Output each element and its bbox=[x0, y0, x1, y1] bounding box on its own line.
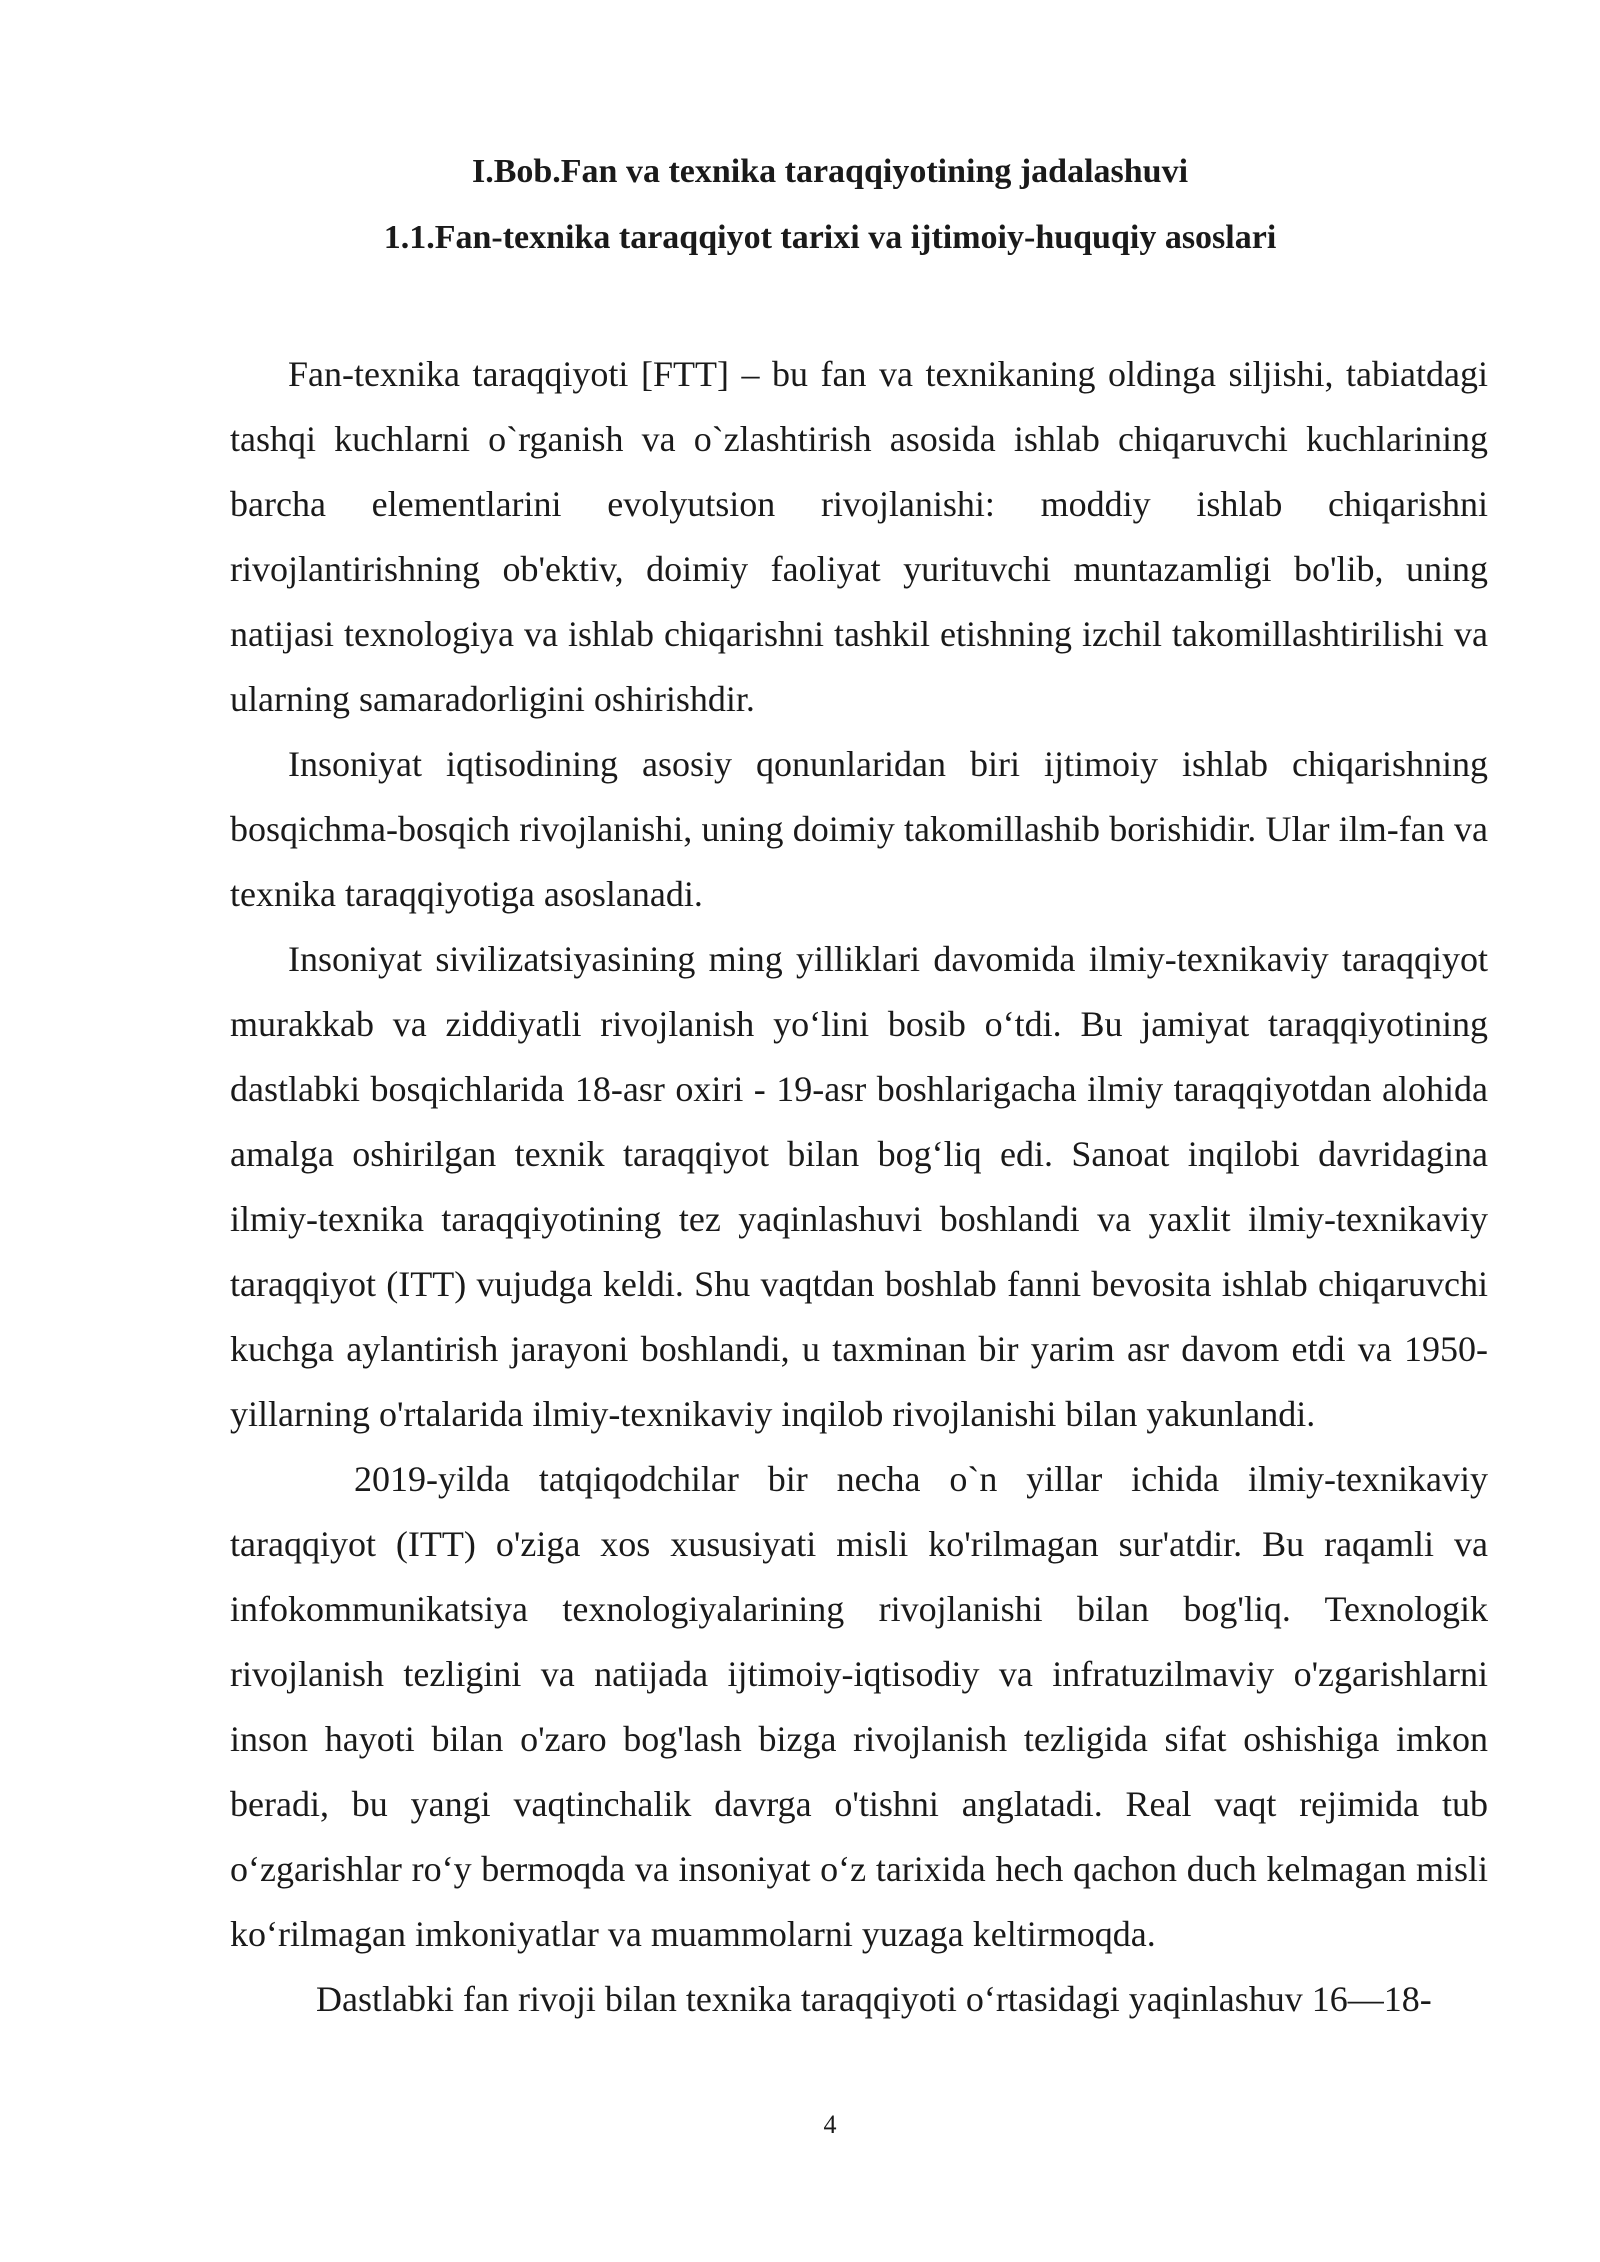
section-title: 1.1.Fan-texnika taraqqiyot tarixi va ijtimoiy-huquqiy asoslari bbox=[383, 219, 1277, 256]
paragraph-economy-laws: Insoniyat iqtisodining asosiy qonunlaridan biri ijtimoiy ishlab chiqarishning bosqichma-bosqich rivojlanishi, uning doimiy takomillashib borishidir. Ular ilm-fan va texnika taraqqiyotiga asoslanadi. bbox=[230, 744, 1488, 914]
page-number: 4 bbox=[823, 2110, 837, 2139]
paragraph-2019-research: 2019-yilda tatqiqodchilar bir necha o`n yillar ichida ilmiy-texnikaviy taraqqiyot (ITT) o'ziga xos xususiyati misli ko'rilmagan sur'atdir. Bu raqamli va infokommunikatsiya texnologiyalarining rivojlanishi bilan bog'liq. Texnologik rivojlanish tezligini va natijada ijtimoiy-iqtisodiy va infratuzilmaviy o'zgarishlarni inson hayoti bilan o'zaro bog'lash bizga rivojlanish tezligida sifat oshishiga imkon beradi, bu yangi vaqtinchalik davrga o'tishni anglatadi. Real vaqt rejimida tub o‘zgarishlar ro‘y bermoqda va insoniyat o‘z tarixida hech qachon duch kelmagan misli ko‘rilmagan imkoniyatlar va muammolarni yuzaga keltirmoqda. bbox=[230, 1459, 1488, 1954]
body-text bbox=[230, 342, 1488, 2032]
paragraph-civilization-history: Insoniyat sivilizatsiyasining ming yilliklari davomida ilmiy-texnikaviy taraqqiyot murakkab va ziddiyatli rivojlanish yo‘lini bosib o‘tdi. Bu jamiyat taraqqiyotining dastlabki bosqichlarida 18-asr oxiri - 19-asr boshlarigacha ilmiy taraqqiyotdan alohida amalga oshirilgan texnik taraqqiyot bilan bog‘liq edi. Sanoat inqilobi davridagina ilmiy-texnika taraqqiyotining tez yaqinlashuvi boshlandi va yaxlit ilmiy-texnikaviy taraqqiyot (ITT) vujudga keldi. Shu vaqtdan boshlab fanni bevosita ishlab chiqaruvchi kuchga aylantirish jarayoni boshlandi, u taxminan bir yarim asr davom etdi va 1950-yillarning o'rtalarida ilmiy-texnikaviy inqilob rivojlanishi bilan yakunlandi. bbox=[230, 939, 1488, 1434]
chapter-title: I.Bob.Fan va texnika taraqqiyotining jadalashuvi bbox=[471, 153, 1189, 190]
paragraph-early-science: Dastlabki fan rivoji bilan texnika taraqqiyoti o‘rtasidagi yaqinlashuv 16—18- bbox=[316, 1979, 1432, 2019]
paragraph-ftt-definition: Fan-texnika taraqqiyoti [FTT] – bu fan va texnikaning oldinga siljishi, tabiatdagi tashqi kuchlarni o`rganish va o`zlashtirish asosida ishlab chiqaruvchi kuchlarining barcha elementlarini evolyutsion rivojlanishi: moddiy ishlab chiqarishni rivojlantirishning ob'ektiv, doimiy faoliyat yurituvchi muntazamligi bo'lib, uning natijasi texnologiya va ishlab chiqarishni tashkil etishning izchil takomillashtirilishi va ularning samaradorligini oshirishdir. bbox=[230, 354, 1488, 719]
